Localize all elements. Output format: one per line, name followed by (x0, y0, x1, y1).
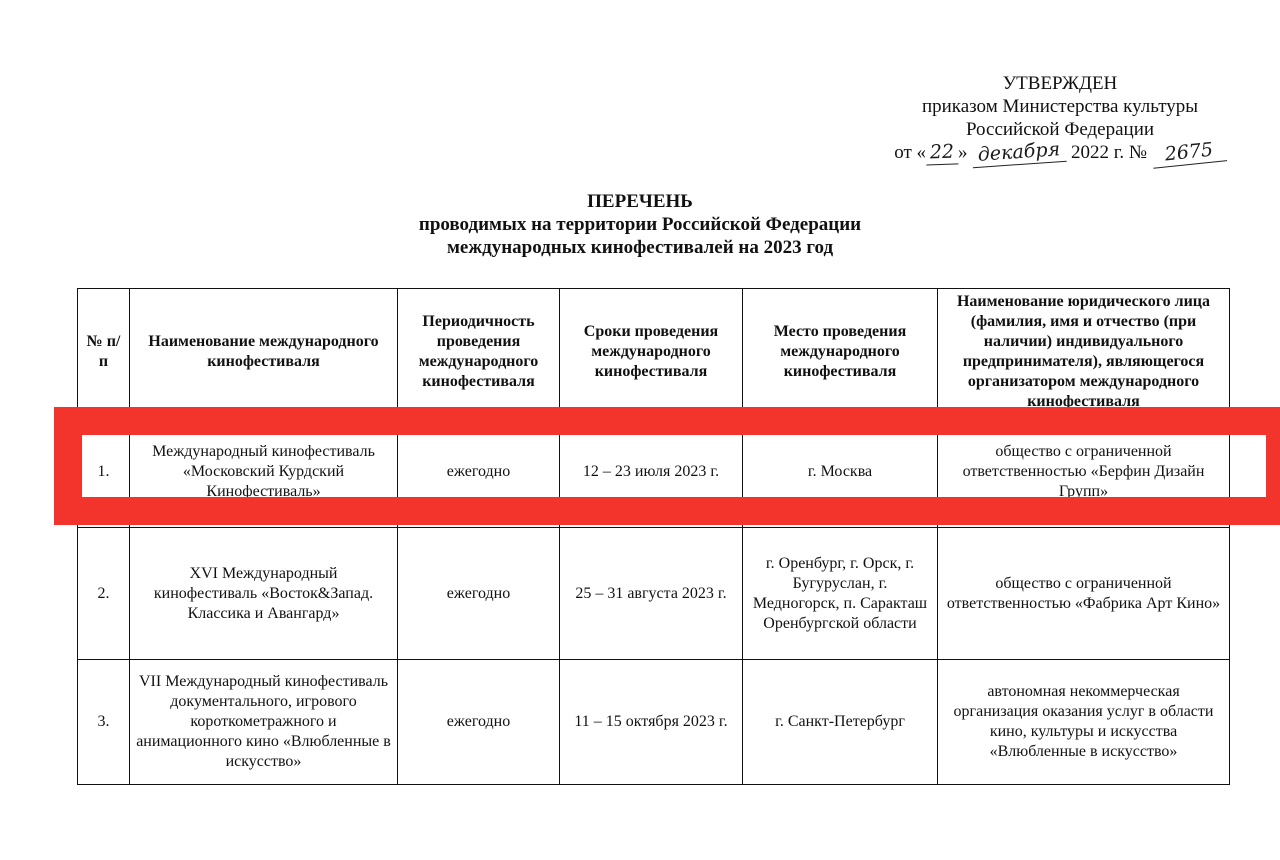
cell-place: г. Москва (743, 416, 938, 528)
title-line-1: ПЕРЕЧЕНЬ (587, 191, 693, 212)
cell-org: общество с ограниченной ответственностью «Фабрика Арт Кино» (938, 528, 1230, 660)
cell-place: г. Санкт-Петербург (743, 660, 938, 785)
cell-num: 1. (78, 416, 130, 528)
cell-period: ежегодно (398, 416, 560, 528)
cell-period: ежегодно (398, 660, 560, 785)
cell-num: 3. (78, 660, 130, 785)
festivals-table-wrapper (77, 288, 1229, 785)
cell-name: Международный кинофестиваль «Московский Курдский Кинофестиваль» (130, 416, 398, 528)
document-title (260, 190, 1020, 259)
approval-ministry-line: Российской Федерации (965, 119, 1155, 140)
date-prefix: от « (894, 142, 927, 163)
table-row (78, 528, 1230, 660)
cell-dates: 25 – 31 августа 2023 г. (560, 528, 743, 660)
cell-dates: 11 – 15 октября 2023 г. (560, 660, 743, 785)
cell-period: ежегодно (398, 528, 560, 660)
title-line-3: международных кинофестивалей на 2023 год (446, 237, 834, 258)
handwritten-order-number: 2675 (1151, 137, 1227, 169)
date-year-text: 2022 г. № (1071, 142, 1148, 163)
cell-place: г. Оренбург, г. Орск, г. Бугуруслан, г. Медногорск, п. Саракташ Оренбургской области (743, 528, 938, 660)
cell-name: VII Международный кинофестиваль документального, игрового короткометражного и анимационного кино «Влюбленные в искусство» (130, 660, 398, 785)
table-header-row (78, 289, 1230, 416)
date-mid: » (958, 142, 968, 163)
approval-block (880, 72, 1240, 165)
header-period: Периодичность проведения международного кинофестиваля (398, 289, 560, 416)
cell-org: автономная некоммерческая организация оказания услуг в области кино, культуры и искусства «Влюбленные в искусство» (938, 660, 1230, 785)
header-place: Место проведения международного кинофестиваля (743, 289, 938, 416)
handwritten-month: декабря (972, 138, 1067, 168)
header-dates: Сроки проведения международного кинофестиваля (560, 289, 743, 416)
approval-date-line (880, 138, 1240, 166)
cell-name: XVI Международный кинофестиваль «Восток&Запад. Классика и Авангард» (130, 528, 398, 660)
cell-num: 2. (78, 528, 130, 660)
festivals-table (77, 288, 1230, 785)
header-num: № п/п (78, 289, 130, 416)
cell-dates: 12 – 23 июля 2023 г. (560, 416, 743, 528)
handwritten-day: 22 (926, 140, 959, 165)
header-org: Наименование юридического лица (фамилия, имя и отчество (при наличии) индивидуального предпринимателя), являющегося организатором международного кинофестиваля (938, 289, 1230, 416)
table-row (78, 660, 1230, 785)
header-name: Наименование международного кинофестиваля (130, 289, 398, 416)
approval-title: УТВЕРЖДЕН (1002, 73, 1118, 94)
cell-org: общество с ограниченной ответственностью «Берфин Дизайн Групп» (938, 416, 1230, 528)
table-row (78, 416, 1230, 528)
approval-order-line: приказом Министерства культуры (921, 96, 1199, 117)
title-line-2: проводимых на территории Российской Федерации (418, 214, 862, 235)
